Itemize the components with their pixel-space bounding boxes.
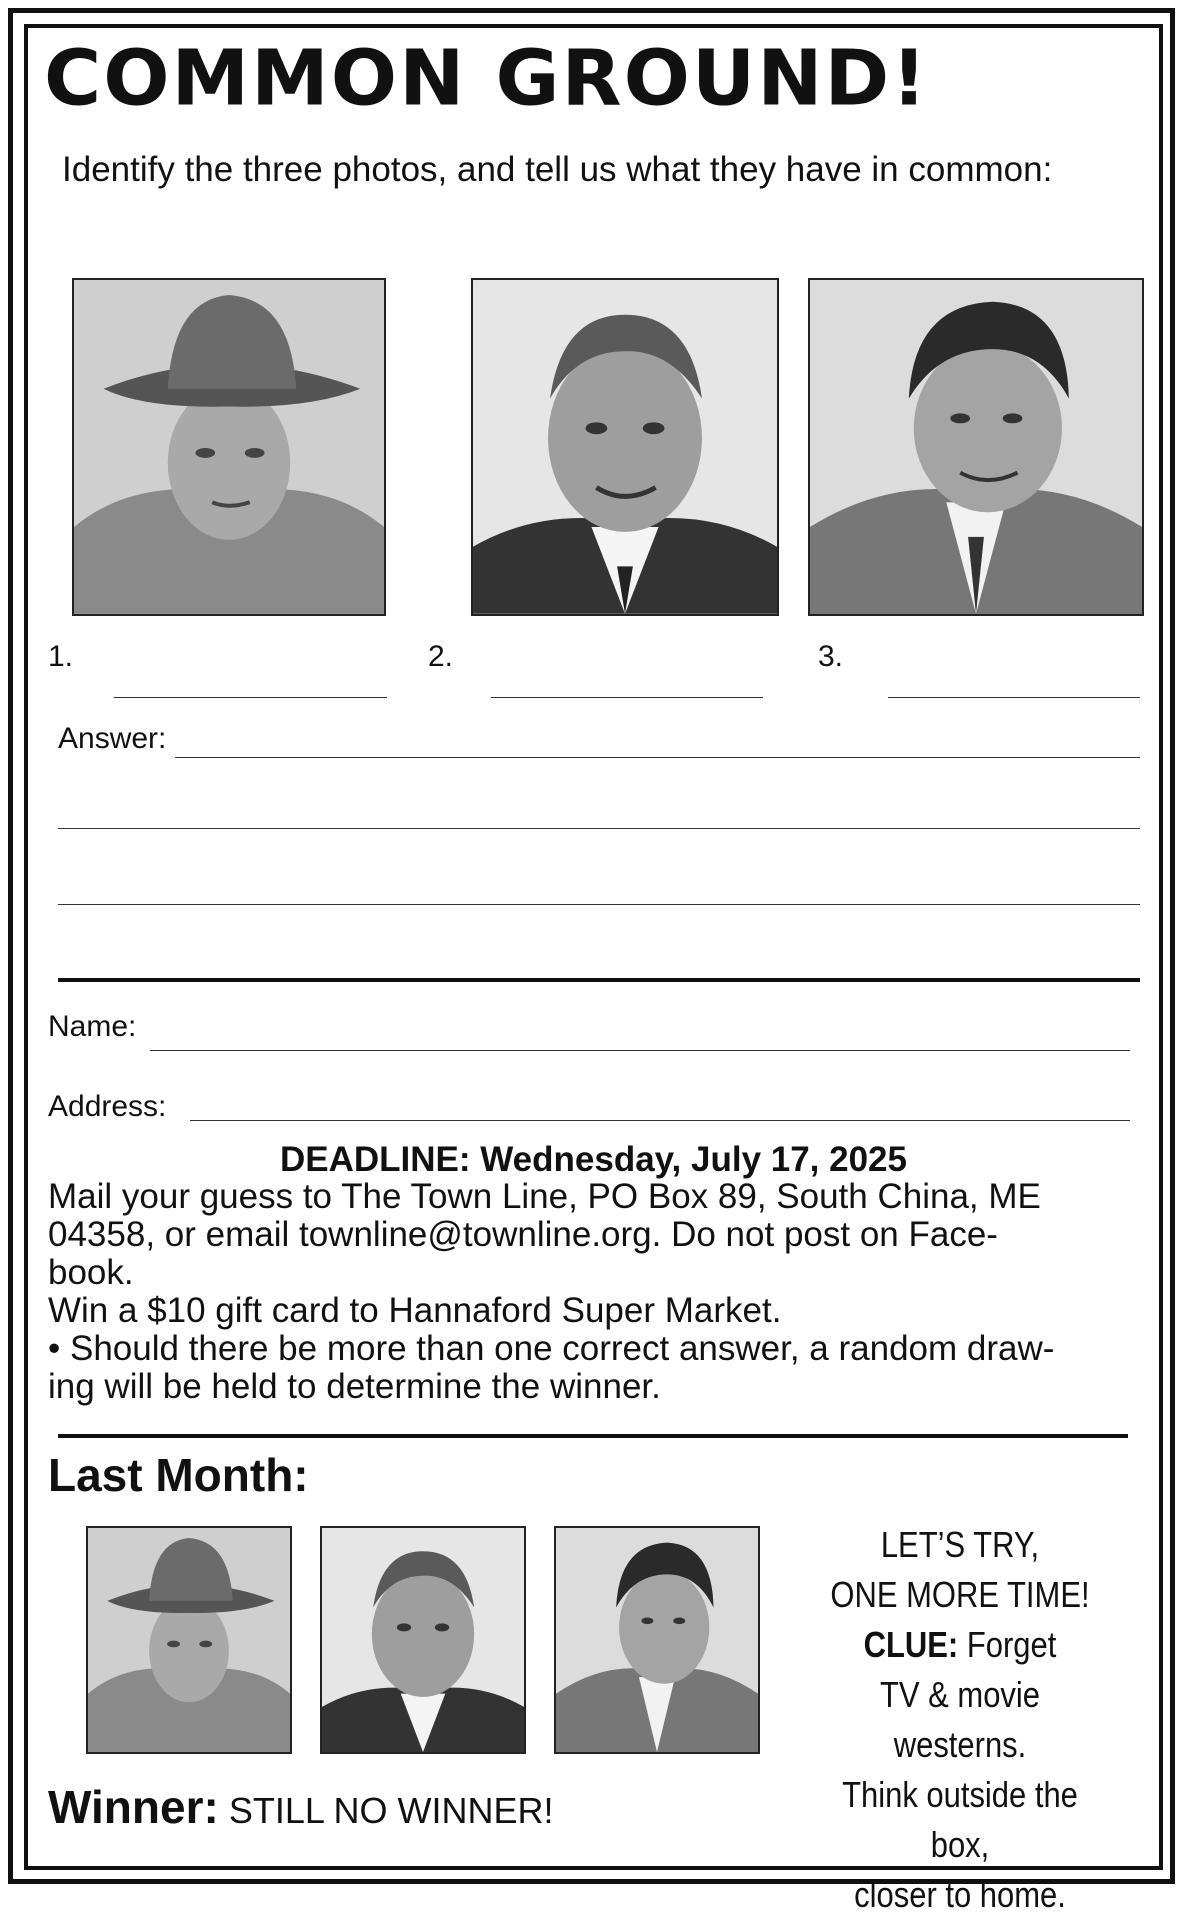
last-month-photo-1 (86, 1526, 292, 1754)
instruction-line: Mail your guess to The Town Line, PO Box 89, South China, ME (48, 1177, 1041, 1216)
man-in-suit-portrait-icon (810, 280, 1142, 614)
instruction-line: Win a $10 gift card to Hannaford Super Market. (48, 1291, 782, 1330)
divider (58, 978, 1140, 982)
clue-line: TV & movie westerns. (879, 1674, 1040, 1765)
number-2: 2. (428, 640, 454, 673)
answer-line-3[interactable] (58, 904, 1140, 905)
name-line-1[interactable] (114, 697, 387, 698)
photo-3 (808, 278, 1144, 616)
photo-1 (72, 278, 386, 616)
address-label: Address: (48, 1090, 167, 1123)
deadline: DEADLINE: Wednesday, July 17, 2025 (280, 1140, 907, 1179)
cowboy-portrait-icon (88, 1528, 290, 1752)
subtitle: Identify the three photos, and tell us what they have in common: (62, 150, 1053, 189)
clue-line: LET’S TRY, (880, 1524, 1040, 1565)
instruction-line: book. (48, 1253, 134, 1292)
name-label: Name: (48, 1010, 137, 1043)
instruction-line: ing will be held to determine the winner. (48, 1367, 661, 1406)
instructions (48, 1178, 1138, 1406)
photo-2 (471, 278, 779, 616)
cowboy-portrait-icon (74, 280, 384, 614)
name-line-2[interactable] (491, 697, 763, 698)
clue-line: Think outside the box, (842, 1774, 1078, 1865)
instruction-line: 04358, or email townline@townline.org. Do not post on Face- (48, 1215, 998, 1254)
man-in-suit-portrait-icon (473, 280, 777, 614)
man-in-suit-portrait-icon (322, 1528, 524, 1752)
clue-line: ONE MORE TIME! (830, 1574, 1090, 1615)
clue-line (814, 1620, 1106, 1670)
divider (58, 1434, 1128, 1438)
number-3: 3. (818, 640, 844, 673)
name-field[interactable] (150, 1050, 1130, 1051)
last-month-photo-3 (554, 1526, 760, 1754)
instruction-line: • Should there be more than one correct answer, a random draw- (48, 1329, 1055, 1368)
clue-label: CLUE: (863, 1624, 959, 1665)
last-month-heading: Last Month: (48, 1449, 309, 1501)
answer-line-1[interactable] (175, 757, 1140, 758)
winner-value: STILL NO WINNER! (228, 1790, 554, 1831)
winner-line (48, 1780, 554, 1834)
answer-label: Answer: (58, 722, 167, 755)
winner-label: Winner: (48, 1781, 219, 1833)
clue-line: closer to home. (854, 1874, 1066, 1915)
page-title: COMMON GROUND! (44, 34, 929, 124)
answer-line-2[interactable] (58, 828, 1140, 829)
clue-text: Forget (966, 1624, 1057, 1665)
number-1: 1. (48, 640, 74, 673)
last-month-photo-2 (320, 1526, 526, 1754)
man-in-suit-portrait-icon (556, 1528, 758, 1752)
clue-box (814, 1520, 1106, 1920)
address-field[interactable] (190, 1120, 1130, 1121)
name-line-3[interactable] (888, 697, 1140, 698)
